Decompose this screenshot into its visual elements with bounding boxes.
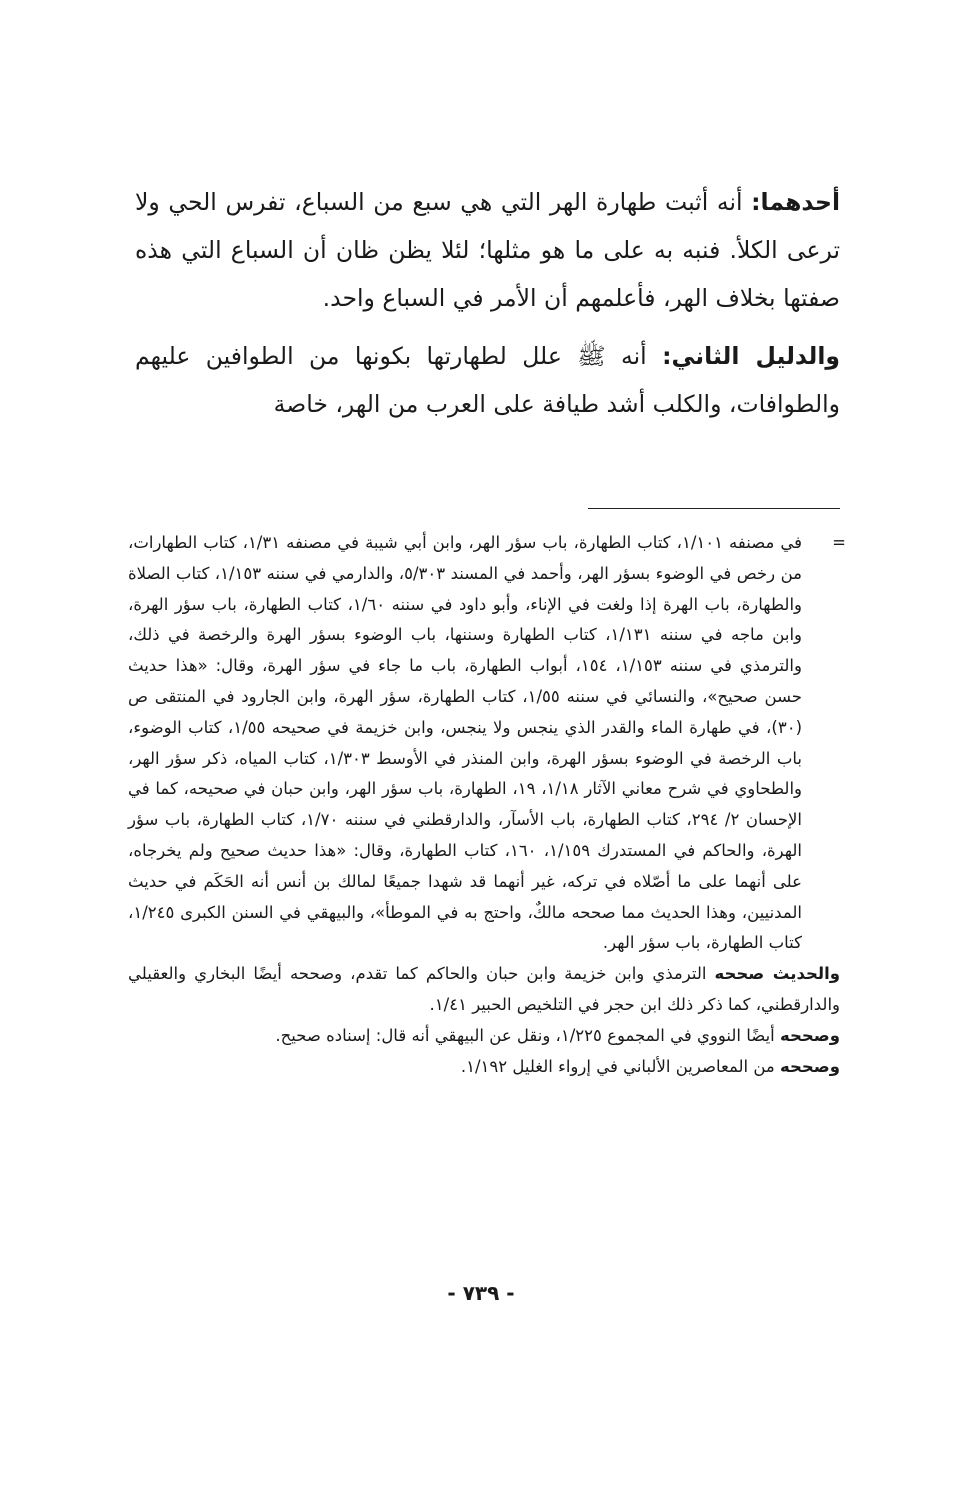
- footnote-authentication-2-lead: وصححه: [780, 1025, 840, 1045]
- main-text: [135, 178, 840, 428]
- footnote-authentication-1: [128, 959, 840, 1021]
- main-paragraph-2: [135, 332, 840, 428]
- page-number: - ٧٣٩ -: [447, 1281, 515, 1305]
- footnote-authentication-1-text: الترمذي وابن خزيمة وابن حبان والحاكم كما تقدم، وصححه أيضًا البخاري والعقيلي والدارقطني، كما ذكر ذلك ابن حجر في التلخيص الحبير ١/٤١.: [128, 964, 840, 1014]
- footnotes: [128, 528, 846, 1082]
- main-paragraph-1: [135, 178, 840, 322]
- footnote-authentication-3: [128, 1052, 840, 1083]
- footnote-citations: [128, 528, 846, 959]
- second-evidence-heading: والدليل الثاني:: [662, 342, 840, 370]
- first-evidence-text: أنه أثبت طهارة الهر التي هي سبع من السباع، تفرس الحي ولا ترعى الكلأ. فنبه به على ما هو مثلها؛ لئلا يظن ظان أن السباع التي هذه صفتها بخلاف الهر، فأعلمهم أن الأمر في السباع واحد.: [135, 188, 840, 312]
- footnote-authentication-3-text: من المعاصرين الألباني في إرواء الغليل ١/١٩٢.: [460, 1056, 780, 1076]
- footnote-divider: [588, 508, 840, 509]
- continuation-mark: =: [832, 533, 846, 552]
- footnote-authentication-2-text: أيضًا النووي في المجموع ١/٢٢٥، ونقل عن البيهقي أنه قال: إسناده صحيح.: [275, 1025, 780, 1045]
- footnote-authentication-3-lead: وصححه: [780, 1056, 840, 1076]
- first-evidence-heading: أحدهما:: [751, 188, 840, 216]
- second-evidence-text: أنه ﷺ علل لطهارتها بكونها من الطوافين عليهم والطوافات، والكلب أشد طيافة على العرب من الهر، خاصة: [135, 342, 840, 418]
- footnote-authentication-1-lead: والحديث صححه: [714, 964, 840, 984]
- footnote-citations-text: في مصنفه ١/١٠١، كتاب الطهارة، باب سؤر الهر، وابن أبي شيبة في مصنفه ١/٣١، كتاب الطهارات، من رخص في الوضوء بسؤر الهر، وأحمد في المسند ٥/٣٠٣، والدارمي في سننه ١/١٥٣، كتاب الصلاة والطهارة، باب الهرة إذا ولغت في الإناء، وأبو داود في سننه ١/٦٠، كتاب الطهارة، باب سؤر الهرة، وابن ماجه في سننه ١/١٣١، كتاب الطهارة وسننها، باب الوضوء بسؤر الهرة والرخصة في ذلك، والترمذي في سننه ١/١٥٣، ١٥٤، أبواب الطهارة، باب ما جاء في سؤر الهرة، وقال: «هذا حديث حسن صحيح»، والنسائي في سننه ١/٥٥، كتاب الطهارة، سؤر الهرة، وابن الجارود في المنتقى ص (٣٠)، في طهارة الماء والقدر الذي ينجس ولا ينجس، وابن خزيمة في صحيحه ١/٥٥، كتاب الوضوء، باب الرخصة في الوضوء بسؤر الهرة، وابن المنذر في الأوسط ١/٣٠٣، كتاب المياه، ذكر سؤر الهر، والطحاوي في شرح معاني الآثار ١/١٨، ١٩، الطهارة، باب سؤر الهر، وابن حبان في صحيحه، كما في الإحسان ٢/ ٢٩٤، كتاب الطهارة، باب الأسآر، والدارقطني في سننه ١/٧٠، كتاب الطهارة، باب سؤر الهرة، والحاكم في المستدرك ١/١٥٩، ١٦٠، كتاب الطهارة، وقال: «هذا حديث صحيح ولم يخرجاه، على أنهما على ما أصّلاه في تركه، غير أنهما قد شهدا جميعًا لمالك بن أنس أنه الحَكَم في حديث المدنيين، وهذا الحديث مما صححه مالكٌ، واحتج به في الموطأ»، والبيهقي في السنن الكبرى ١/٢٤٥، كتاب الطهارة، باب سؤر الهر.: [128, 533, 803, 953]
- footnote-authentication-2: [128, 1021, 840, 1052]
